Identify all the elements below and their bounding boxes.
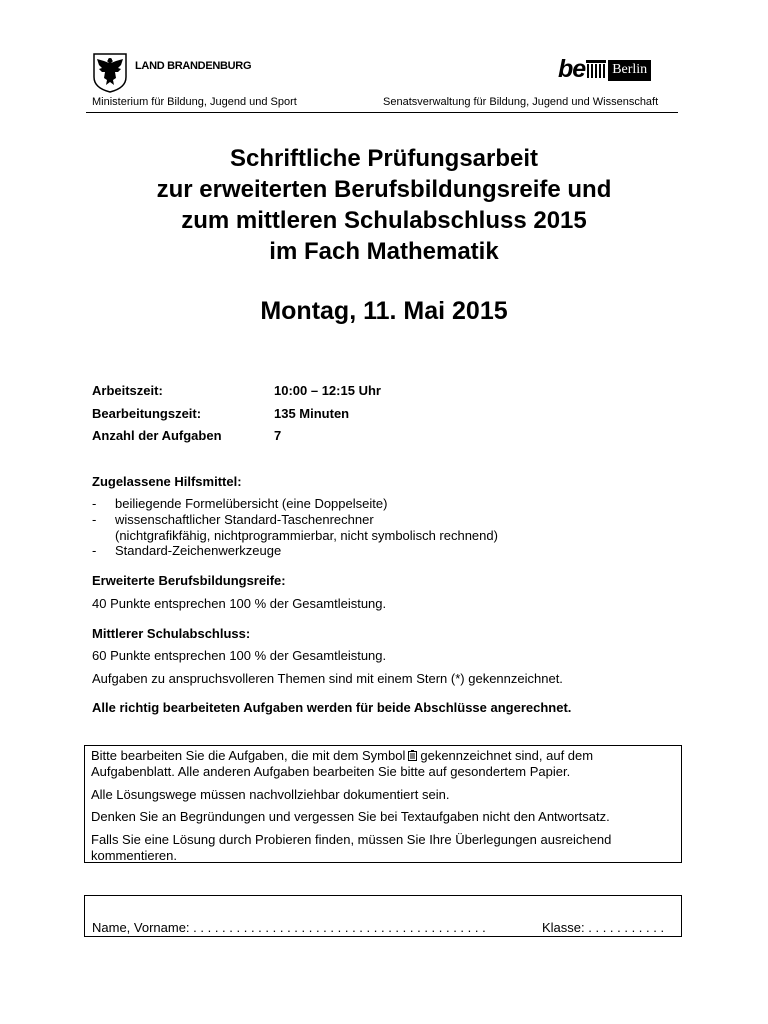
info-value-arbeitszeit: 10:00 – 12:15 Uhr [274, 383, 381, 398]
info-label-arbeitszeit: Arbeitszeit: [92, 383, 163, 398]
brandenburg-eagle-icon [92, 51, 128, 93]
hilfsmittel-item-2: wissenschaftlicher Standard-Taschenrechner [115, 512, 374, 527]
pencil-paper-icon [408, 750, 417, 761]
name-field-label: Name, Vorname: . . . . . . . . . . . . . . . . . . . . . . . . . . . . . . . . . . . . . . . . . [92, 920, 486, 935]
list-dash: - [92, 496, 97, 511]
msa-text: 60 Punkte entsprechen 100 % der Gesamtleistung. [92, 648, 387, 663]
klasse-field-label: Klasse: . . . . . . . . . . . [542, 920, 665, 935]
instruction-line-2: Aufgabenblatt. Alle anderen Aufgaben bearbeiten Sie bitte auf gesondertem Papier. [91, 764, 571, 779]
exam-date: Montag, 11. Mai 2015 [260, 297, 508, 325]
instruction-line-1 [91, 748, 676, 764]
bold-note: Alle richtig bearbeiteten Aufgaben werden für beide Abschlüsse angerechnet. [92, 700, 572, 715]
list-dash: - [92, 543, 97, 558]
berlin-logo-box: Berlin [608, 60, 651, 81]
hilfsmittel-heading: Zugelassene Hilfsmittel: [92, 474, 242, 489]
hilfsmittel-item-2-detail: (nichtgrafikfähig, nichtprogrammierbar, nicht symbolisch rechnend) [115, 528, 498, 543]
info-value-bearbeitungszeit: 135 Minuten [274, 406, 350, 421]
hilfsmittel-item-1: beiliegende Formelübersicht (eine Doppelseite) [115, 496, 388, 511]
instruction-line-3: Alle Lösungswege müssen nachvollziehbar dokumentiert sein. [91, 787, 450, 802]
instruction-text: gekennzeichnet sind, auf dem [420, 748, 594, 763]
brandenburg-gate-icon [586, 60, 606, 78]
instruction-line-6: kommentieren. [91, 848, 177, 863]
star-note: Aufgaben zu anspruchsvolleren Themen sind mit einem Stern (*) gekennzeichnet. [92, 671, 563, 686]
ebr-heading: Erweiterte Berufsbildungsreife: [92, 573, 286, 588]
instruction-line-5: Falls Sie eine Lösung durch Probieren finden, müssen Sie Ihre Überlegungen ausreichend [91, 832, 612, 847]
be-logo-text: be [558, 55, 586, 83]
title-line-3: zum mittleren Schulabschluss 2015 [181, 207, 587, 234]
title-line-1: Schriftliche Prüfungsarbeit [229, 145, 539, 172]
msa-heading: Mittlerer Schulabschluss: [92, 626, 251, 641]
info-value-aufgaben: 7 [274, 428, 282, 443]
title-line-2: zur erweiterten Berufsbildungsreife und [156, 176, 612, 203]
header-divider [86, 112, 678, 113]
land-brandenburg-label: LAND BRANDENBURG [135, 60, 252, 72]
info-label-bearbeitungszeit: Bearbeitungszeit: [92, 406, 202, 421]
ministry-berlin: Senatsverwaltung für Bildung, Jugend und Wissenschaft [383, 96, 659, 108]
ministry-brandenburg: Ministerium für Bildung, Jugend und Sport [92, 96, 297, 108]
hilfsmittel-item-3: Standard-Zeichenwerkzeuge [115, 543, 282, 558]
ebr-text: 40 Punkte entsprechen 100 % der Gesamtleistung. [92, 596, 387, 611]
instruction-line-4: Denken Sie an Begründungen und vergessen Sie bei Textaufgaben nicht den Antwortsatz. [91, 809, 610, 824]
exam-title [0, 143, 768, 267]
instruction-text: Bitte bearbeiten Sie die Aufgaben, die mit dem Symbol [91, 748, 406, 763]
list-dash: - [92, 512, 97, 527]
title-line-4: im Fach Mathematik [269, 238, 499, 265]
info-label-aufgaben: Anzahl der Aufgaben [92, 428, 222, 443]
berlin-logo [558, 55, 651, 83]
